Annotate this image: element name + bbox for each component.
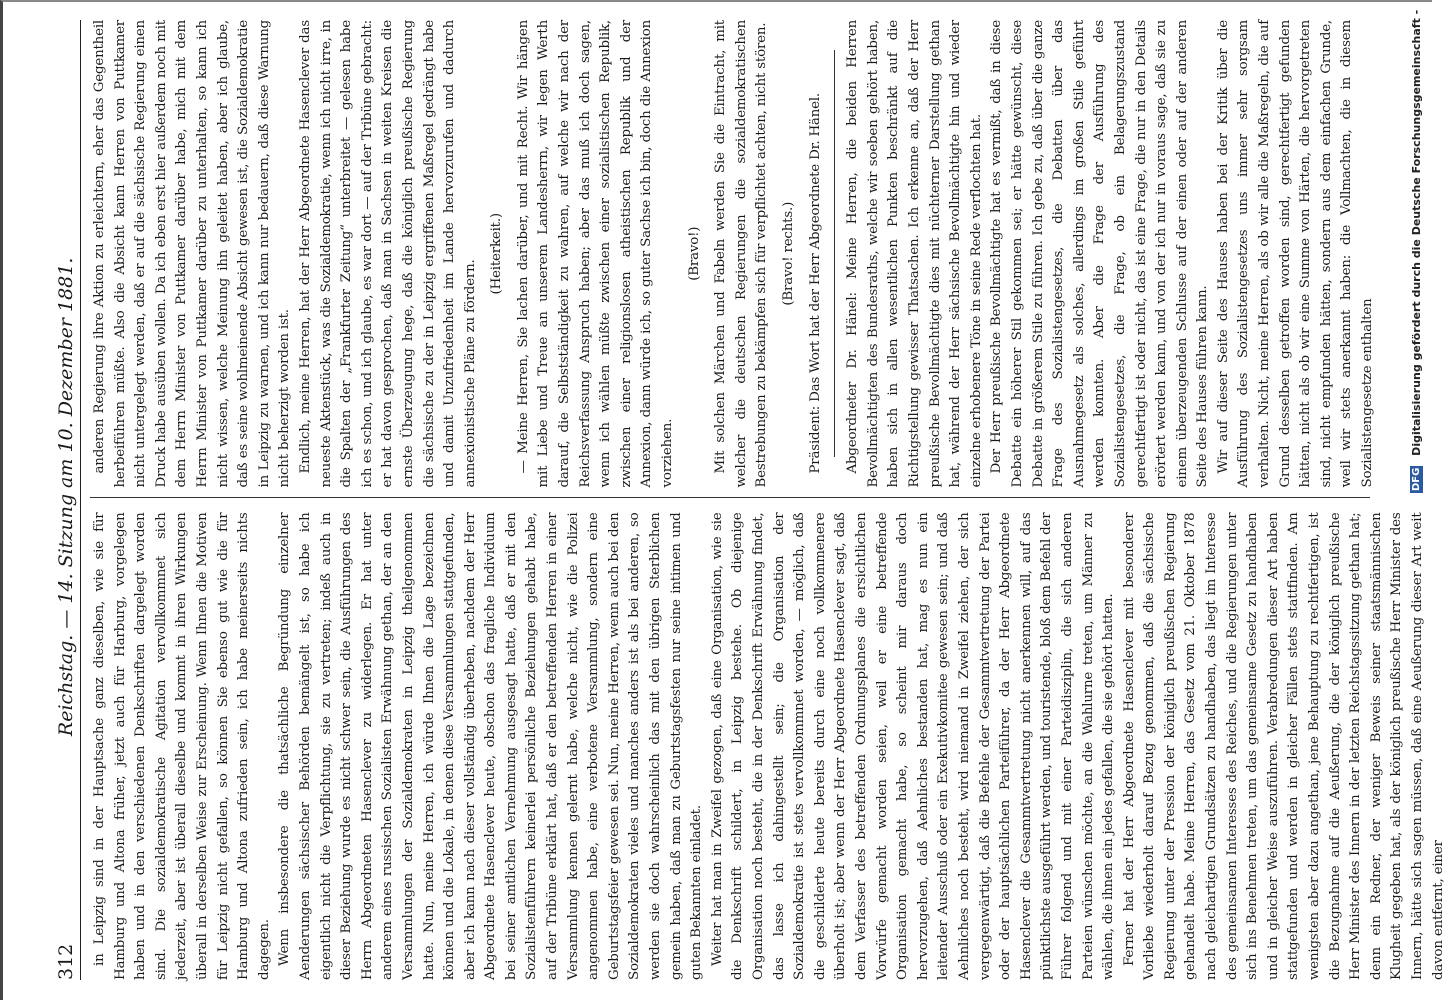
divider (834, 50, 835, 458)
speaker-announcement: Präsident: Das Wort hat der Herr Abgeordnete Dr. Hänel. (807, 93, 823, 474)
paragraph: Wir auf dieser Seite des Hauses haben bei der Kritik über die Ausführung des Sozialistengesetzes uns immer sehr sorgsam verhalten. Nicht, meine Herren, als ob wir alle die Maßregeln, die auf Grund desselben getroffen worden sind, gerechtfertigt gefunden hätten, nicht als ob wir eine Summe von Härten, die hervorgetreten sind, nicht empfunden hätten, sondern aus dem einfachen Grunde, weil wir stets anerkannt haben: die Vollmachten, die in diesem Sozialistengesetze enthalten (1215, 20, 1376, 488)
dfg-logo: DFG (1411, 467, 1422, 492)
paragraph: — Meine Herren, Sie lachen darüber, und mit Recht. Wir hängen mit Liebe und Treue an unserem Landesherrn, wir legen Werth darauf, die Selbstständigkeit zu wahren, auf welche wir nach der Reichsverfassung Anspruch haben; aber das muß ich doch sagen, wenn ich wählen müßte zwischen einer sozialistischen Republik, zwischen einer religionslosen atheistischen Republik und der Annexion, dann würde ich, so guter Sachse ich bin, doch die Annexion vorziehen. (515, 20, 676, 488)
paragraph: Weiter hat man in Zweifel gezogen, daß eine Organisation, wie sie die Denkschrift schildert, in Leipzig bestehe. Ob diejenige Organisation noch besteht, die in der Denkschrift Erwähnung findet, das lasse ich dahingestellt sein; die Organisation der Sozialdemokratie ist stets vervollkommnet worden, — möglich, daß die geschilderte heute bereits durch eine noch vollkommenere überholt ist; aber wenn der Herr Abgeordnete Hasenclever sagt, daß dem Verfasser des betreffenden Ordnungsplanes die ersichtlichen Vorwürfe gemacht worden seien, weil er eine betreffende Organisation gemacht habe, so scheint mir daraus doch hervorzugehen, daß Aehnliches bestanden hat, mag es nun ein leitender Ausschuß oder ein Exekutivkomitee gewesen sein; und daß Aehnliches noch besteht, wird niemand in Zweifel ziehen, der sich vergegenwärtigt, daß die Befehle der Gesammtvertretung der Partei oder der hauptsächlichen Parteiführer, da der Herr Abgeordnete Hasenclever die Gesammtvertretung nicht anerkennen will, auf das pünktlichste ausgeführt werden, und touristende, bloß dem Befehl der Führer folgend und mit einer Parteidisziplin, die sich anderen Parteien wünschen möchte, an die Wahlurne treten, um Männer zu wählen, die ihnen ein jedes gefallen, die sie gehört hatten. (709, 512, 1117, 980)
interjection: (Heiterkeit.) (489, 213, 505, 295)
dfg-notice (1410, 10, 1430, 590)
page-number: 312 (55, 943, 77, 980)
column-right (90, 20, 1376, 499)
paragraph: Wenn insbesondere die thatsächliche Begründung einzelner Aenderungen sächsischer Behörden bemängelt ist, so habe ich eigentlich nicht die Verpflichtung, sie zu vertreten; indeß auch in dieser Beziehung wurde es nicht schwer sein, die Ausführungen des Herrn Abgeordneten Hasenclever zu widerlegen. Er hat unter anderem eines russischen Sozialisten Erwähnung gethan, der an den Versammlungen der Sozialdemokraten in Leipzig theilgenommen hatte. Nun, meine Herren, ich würde Ihnen die Lage bezeichnen können und die Lokale, in denen diese Versammlungen stattgefunden, aber ich kann nach dieser vollständig überheben, nachdem der Herr Abgeordnete Hasenclever heute, obschon das fragliche Individuum bei seiner amtlichen Vernehmung ausgesagt hatte, daß er mit den Sozialistenführern keinerlei persönliche Beziehungen gehabt habe, auf der Tribüne erklärt hat, daß er den betreffenden Herren in einer Versammlung kennen gelernt habe, welche nicht, wie die Polizei angenommen habe, eine verbotene Versammlung, sondern eine Geburtstagsfeier gewesen sei. Nun, meine Herren, wenn auch bei den Sozialdemokraten vieles und manches anders ist als bei anderen, so werden sie doch wahrscheinlich das mit den übrigen Sterblichen gemein haben, daß man zu Geburtstagsfesten nur seine intimen und guten Bekannten einladet. (277, 512, 705, 980)
column-left (90, 512, 1446, 981)
paragraph: Abgeordneter Dr. Hänel: Meine Herren, die beiden Herren Bevollmächtigten des Bundesraths, welche wir soeben gehört haben, haben sich in allen wesentlichen Punkten beschränkt auf die Richtigstellung gewisser Thatsachen. Ich erkenne an, daß der Herr preußische Bevollmächtigte dies mit nüchterner Darstellung gethan hat, während der Herr sächsische Bevollmächtigte hin und wieder einzelne erhobenere Töne in seine Rede verflochten hat. (845, 20, 984, 488)
interjection: (Bravo! rechts.) (781, 201, 796, 306)
running-head: Reichstag. — 14. Sitzung am 10. Dezember 1881. (55, 257, 77, 737)
paragraph: in Leipzig sind in der Hauptsache ganz dieselben, wie sie für Hamburg und Altona früher, jetzt auch für Harburg, vorgelegen haben und in den verschiedenen Denkschriften dargelegt worden sind. Die sozialdemokratische Agitation vervollkommnet sich jederzeit, aber ist überall dieselbe und kommt in ihren Wirkungen überall in derselben Weise zur Erscheinung. Wenn Ihnen die Motiven für Leipzig nicht gefallen, so können Sie ebenso gut wie die für Hamburg und Altona zufrieden sein, ich habe meinerseits nichts dagegen. (92, 512, 272, 980)
interjection: (Bravo!) (686, 226, 702, 281)
paragraph: Endlich, meine Herren, hat der Herr Abgeordnete Hasenclever das neueste Aktenstück, was die Sozialdemokratie, wenn ich nicht irre, in die Spalten der „Frankfurter Zeitung“ unterbreitet — gelesen habe ich es schon, und ich glaube, es war dort — auf der Tribüne gebracht: er hat davon gesprochen, daß man in Sachsen in weiten Kreisen die ernste Überzeugung hege, daß die königlich preußische Regierung die sächsische zu der in Leipzig ergriffenen Maßregel gedrängt habe und damit Unzufriedenheit im Lande hervorzurufen und dadurch annexionistische Pläne zu fördern. (297, 20, 478, 488)
paragraph: Ferner hat der Herr Abgeordnete Hasenclever mit besonderer Vorliebe wiederholt darauf Bezug genommen, daß die sächsische Regierung unter der Pression der königlich preußischen Regierung gehandelt habe. Meine Herren, das Gesetz vom 21. Oktober 1878 nach gleichartigen Grundsätzen zu handhaben, das liegt im Interesse des gemeinsamen Interesses des Reiches, und die Regierungen unter sich ins Benehmen treten, um das gemeinsame Gesetz zu handhaben und in gleicher Weise auszuführen. Verabredungen dieser Art haben stattgefunden und werden in gleicher Fällen stets stattfinden. Am wenigsten aber dazu angethan, jene Behauptung zu rechtfertigen, ist die Bezugnahme auf die Aeußerung, die der königlich preußische Herr Minister des Innern in der letzten Reichstagssitzung gethan hat; denn ein Redner, der weniger Beweis seiner staatsmännischen Klugheit gegeben hat, als der königlich preußische Herr Minister des Innern, hätte sich sagen müssen, daß eine Aeußerung dieser Art weit davon entfernt, einer (1121, 512, 1446, 980)
paragraph: Der Herr preußische Bevollmächtigte hat es vermißt, daß in diese Debatte ein höherer Stil gekommen sei; er hätte gewünscht, diese Debatte in größerem Stile zu führen. Ich gebe zu, daß über die ganze Frage des Sozialistengesetzes, die Debatten über das Ausnahmegesetz als solches, allerdings im großen Stile geführt werden konnten. Aber die Frage der Ausführung des Sozialistengesetzes, die Frage, ob ein Belagerungszustand gerechtfertigt ist oder nicht, das ist eine Frage, die nur in den Details erörtert werden kann, und von der ich nur in voraus sage, daß sie zu einem überzeugenden Schlusse auf der einen oder auf der anderen Seite des Hauses führen kann. (989, 20, 1211, 488)
page-header (52, 20, 81, 980)
paragraph: anderen Regierung ihre Aktion zu erleichtern, eher das Gegentheil herbeiführen müßte. Also die Absicht kann Herren von Puttkamer nicht untergelegt werden, daß er auf die sächsische Regierung einen Druck habe ausüben wollen. Da ich eben erst hier außerdem noch mit dem Herrn Minister von Puttkamer darüber habe, mich mit dem Herrn Minister von Puttkamer darüber zu unterhalten, so kann ich nicht wissen, welche Meinung ihn geleitet haben, aber ich glaube, daß es seine wohlmeinende Absicht gewesen ist, die Sozialdemokratie in Leipzig zu warnen, und ich kann nur bedauern, daß diese Warnung nicht beherzigt worden ist. (92, 20, 293, 488)
dfg-notice-text: Digitalisierung gefördert durch die Deutsche Forschungsgemeinschaft - (1410, 10, 1423, 457)
paragraph: Mit solchen Märchen und Fabeln werden Sie die Eintracht, mit welcher die deutschen Regierungen die sozialdemokratischen Bestrebungen zu bekämpfen sich für verpflichtet achten, nicht stören. (713, 20, 770, 488)
